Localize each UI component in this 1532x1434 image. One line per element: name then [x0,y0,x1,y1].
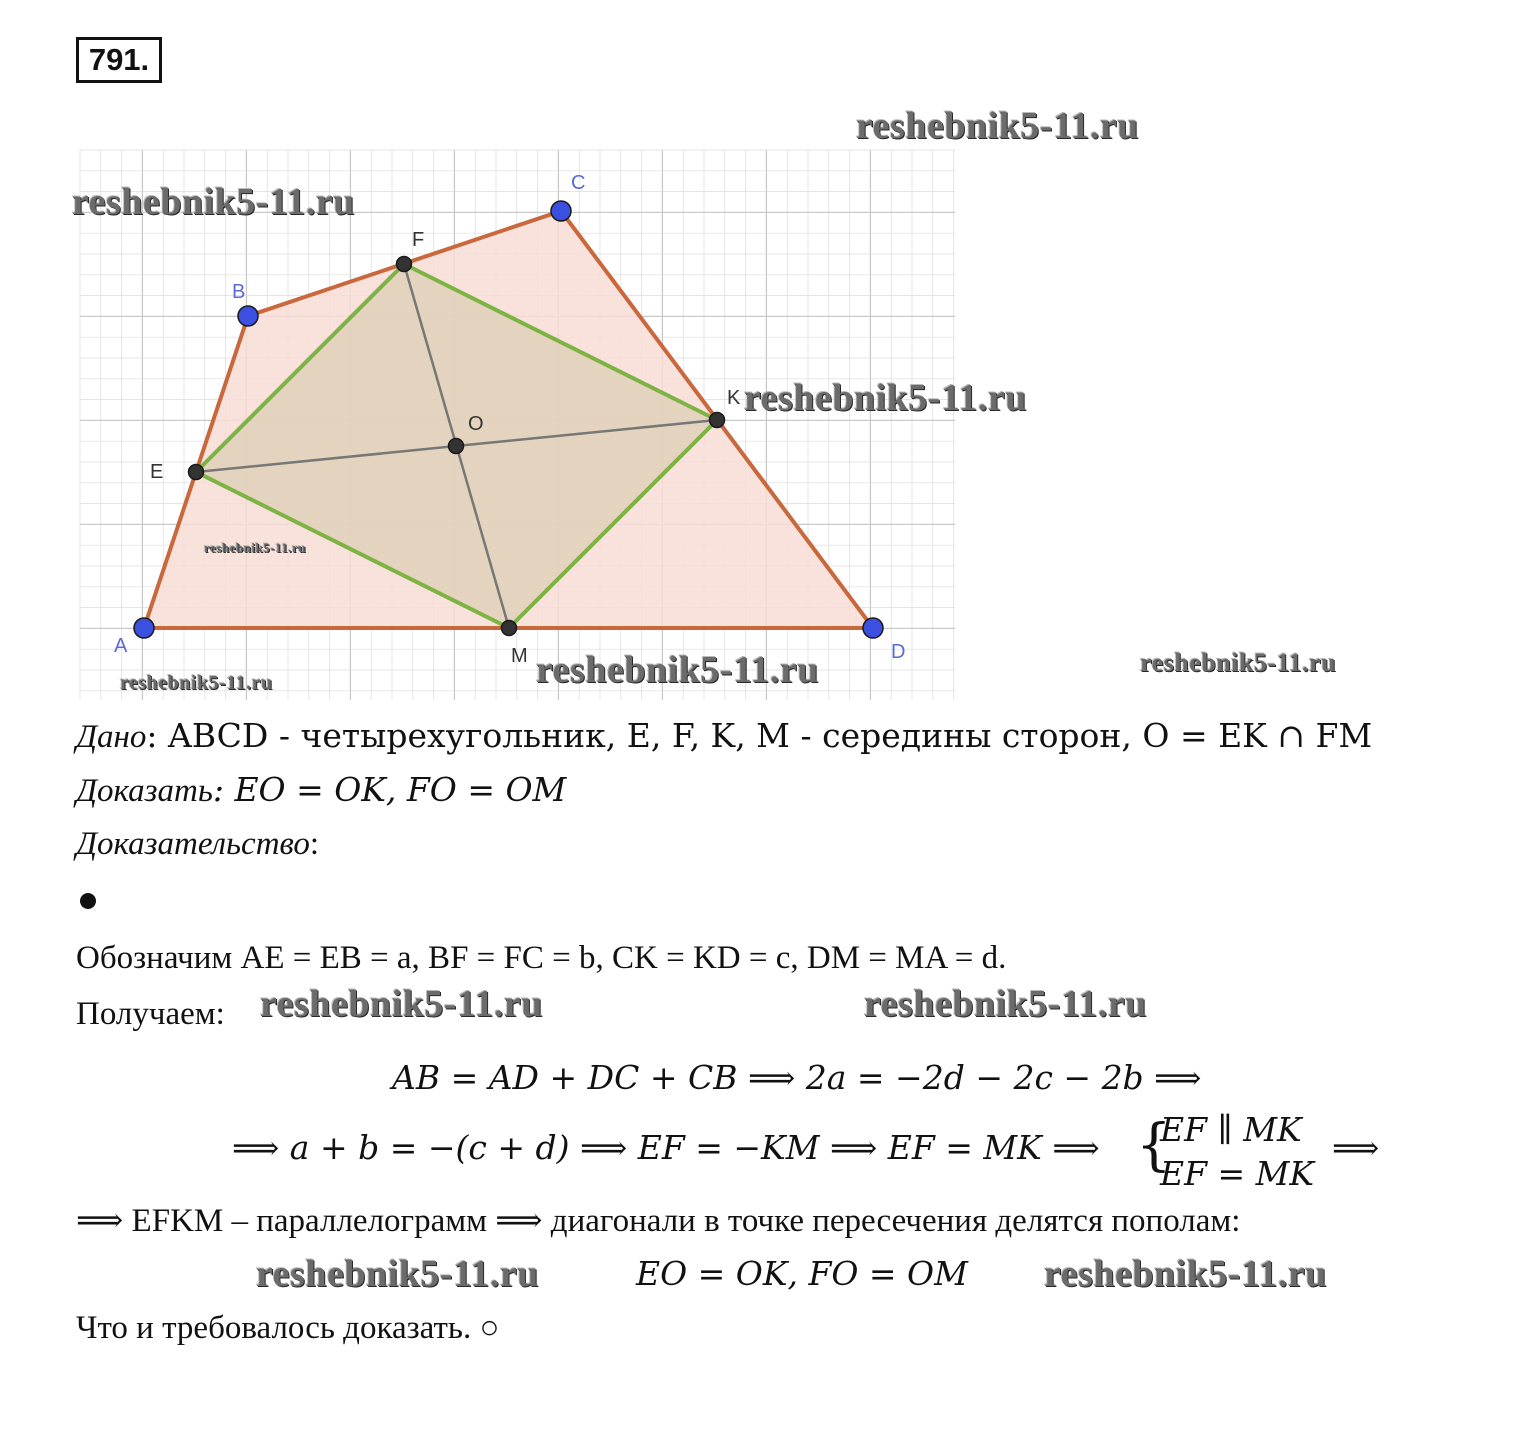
label-e: E [150,461,164,483]
point-c [551,201,571,221]
system-brace: { [1136,1113,1172,1178]
label-k: K [727,387,741,409]
equation-2: ⟹ a + b = −(c + d) ⟹ EF = −KM ⟹ EF = MK ⟹ [232,1128,1100,1167]
watermark: reshebnik5-11.ru [1044,1253,1327,1295]
system-after: ⟹ [1332,1128,1380,1167]
watermark: reshebnik5-11.ru [856,105,1139,147]
denote-line: Обозначим AE = EB = a, BF = FC = b, CK = KD = c, DM = MA = d. [76,940,1007,976]
watermark: reshebnik5-11.ru [260,983,543,1025]
label-c: C [571,172,586,194]
watermark: reshebnik5-11.ru [864,983,1147,1025]
watermark: reshebnik5-11.ru [1140,648,1337,677]
point-o [449,439,464,454]
watermark: reshebnik5-11.ru [72,181,355,223]
qed-line: Что и требовалось доказать. ○ [76,1310,500,1346]
proof-colon: : [309,826,320,862]
given-label: Дано [76,719,147,755]
point-k [710,413,725,428]
label-b: B [232,281,246,303]
label-m: M [511,645,528,667]
point-m [502,621,517,636]
label-f: F [412,229,425,251]
given-body: : ABCD - четырехугольник, E, F, K, M - середины сторон, O = EK ∩ FM [146,716,1373,755]
watermark: reshebnik5-11.ru [744,377,1027,419]
equation-1: AB = AD + DC + CB ⟹ 2a = −2d − 2c − 2b ⟹ [392,1058,1202,1097]
label-o: O [468,413,484,435]
label-d: D [891,641,906,663]
problem-number: 791. [76,37,162,83]
watermark: reshebnik5-11.ru [204,540,307,555]
conclusion-line: ⟹ EFKM – параллелограмм ⟹ диагонали в точке пересечения делятся пополам: [76,1203,1241,1239]
bullet [80,893,96,909]
point-f [397,257,412,272]
prove-body: : EO = OK, FO = OM [212,770,567,809]
point-a [134,618,154,638]
system-top: EF ∥ MK [1160,1110,1302,1149]
point-d [863,618,883,638]
result-line: EO = OK, FO = OM [636,1254,968,1293]
prove-line [76,770,566,810]
point-e [189,465,204,480]
point-b [238,306,258,326]
system-bottom: EF = MK [1160,1154,1315,1193]
label-a: A [114,635,128,657]
watermark: reshebnik5-11.ru [536,649,819,691]
get-line: Получаем: [76,996,225,1032]
proof-line [76,826,319,863]
prove-label: Доказать [76,773,213,809]
given-line [76,716,1372,756]
proof-label: Доказательство [76,826,310,862]
watermark: reshebnik5-11.ru [120,672,273,694]
watermark: reshebnik5-11.ru [256,1253,539,1295]
